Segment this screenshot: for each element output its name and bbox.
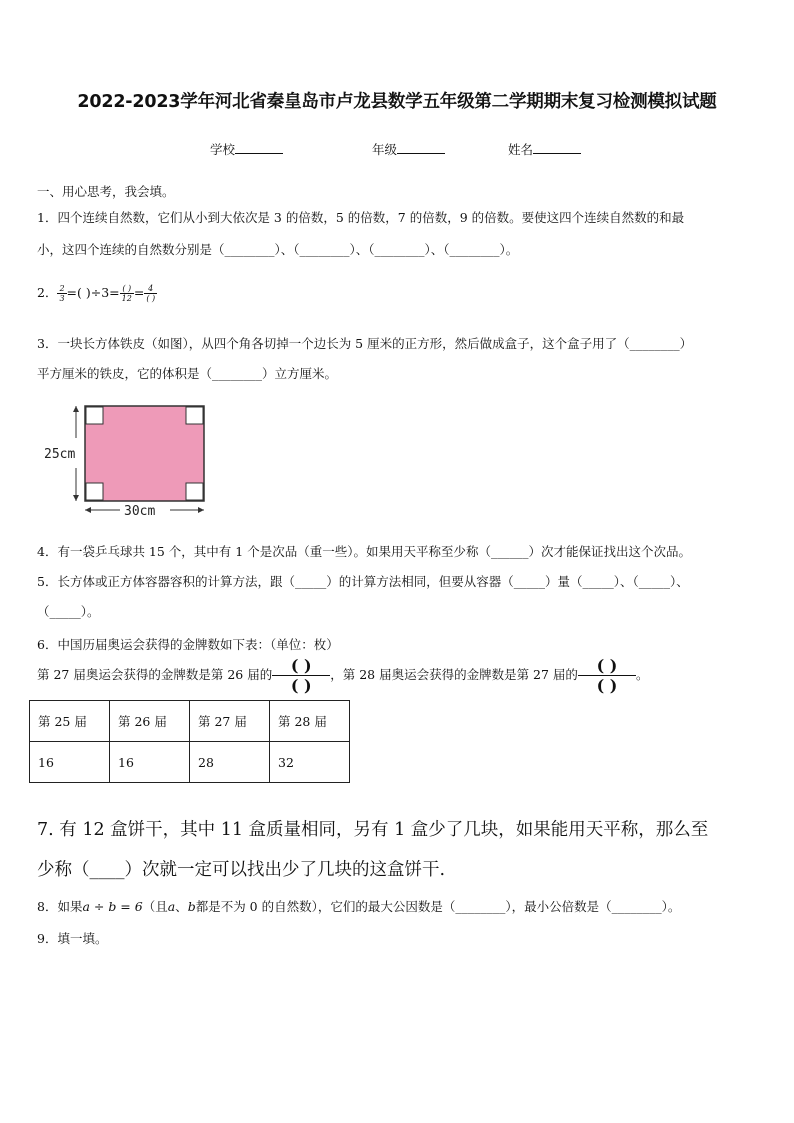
school-field[interactable] <box>210 140 283 158</box>
table-cell: 16 <box>110 742 190 783</box>
fraction-numerator: ( ) <box>120 284 134 294</box>
corner-square-bottom-right <box>186 483 203 500</box>
question-8-expression: a ÷ b = 6 <box>82 899 143 914</box>
grade-label: 年级 <box>372 142 398 157</box>
question-4: 4．有一袋乒乓球共 15 个，其中有 1 个是次品（重一些）。如果用天平称至少称（______）次才能保证找出这个次品。 <box>37 544 691 559</box>
sheet-diagram <box>40 398 210 523</box>
question-6-line-2 <box>37 657 648 694</box>
page-title: 2022-2023学年河北省秦皇岛市卢龙县数学五年级第二学期期末复习检测模拟试题 <box>77 92 717 112</box>
answer-fraction-2[interactable] <box>578 657 636 694</box>
fraction-four-over-blank <box>144 284 157 303</box>
variable-b: b <box>187 899 196 914</box>
section-heading: 一、用心思考，我会填。 <box>37 184 175 199</box>
table-row <box>30 742 350 783</box>
name-label: 姓名 <box>508 142 534 157</box>
fraction-numerator: 2 <box>59 284 65 293</box>
fraction-denominator-blank: ( ) <box>596 676 618 695</box>
equals-sign: = <box>133 285 145 300</box>
table-cell: 32 <box>270 742 350 783</box>
question-7-line-2: 少称（____）次就一定可以找出少了几块的这盒饼干. <box>37 860 446 880</box>
question-8 <box>37 897 680 915</box>
fraction-denominator: ( ) <box>146 294 156 303</box>
height-label: 25cm <box>44 447 76 462</box>
school-blank[interactable] <box>235 141 283 154</box>
fraction-numerator-blank: ( ) <box>596 656 618 675</box>
fraction-two-thirds <box>57 284 66 303</box>
medal-table <box>29 700 350 783</box>
question-3-line-1: 3．一块长方体铁皮（如图），从四个角各切掉一个边长为 5 厘米的正方形，然后做成盒子，这个盒子用了（________） <box>37 336 693 351</box>
corner-square-top-right <box>186 407 203 424</box>
question-1-line-1: 1．四个连续自然数，它们从小到大依次是 3 的倍数，5 的倍数，7 的倍数，9 的倍数。要使这四个连续自然数的和最 <box>37 210 685 225</box>
table-header-row <box>30 701 350 742</box>
fraction-over-12 <box>120 284 134 303</box>
table-header-cell: 第 25 届 <box>30 701 110 742</box>
fraction-denominator-blank: ( ) <box>290 676 312 695</box>
width-label: 30cm <box>124 504 156 519</box>
question-7-line-1: 7. 有 12 盒饼干，其中 11 盒质量相同，另有 1 盒少了几块，如果能用天平称，那么至 <box>37 820 709 840</box>
fraction-denominator: 12 <box>121 294 132 303</box>
question-6-line-1: 6．中国历届奥运会获得的金牌数如下表：（单位：枚） <box>37 637 339 652</box>
grade-field[interactable] <box>372 140 445 158</box>
school-label: 学校 <box>210 142 236 157</box>
question-8-suffix: 都是不为 0 的自然数），它们的最大公因数是（________），最小公倍数是（________）。 <box>195 899 681 914</box>
question-3-line-2: 平方厘米的铁皮，它的体积是（________）立方厘米。 <box>37 366 338 381</box>
grade-blank[interactable] <box>397 141 445 154</box>
question-2-equation: =( )÷3= <box>66 285 120 300</box>
fraction-denominator: 3 <box>59 294 65 303</box>
question-6-part-2: ，第 28 届奥运会获得的金牌数是第 27 届的 <box>330 667 578 682</box>
table-header-cell: 第 26 届 <box>110 701 190 742</box>
question-8-prefix: 8．如果 <box>37 899 83 914</box>
question-2 <box>37 283 157 303</box>
name-blank[interactable] <box>533 141 581 154</box>
question-6-end: 。 <box>635 667 649 682</box>
question-2-number: 2． <box>37 285 58 300</box>
table-header-cell: 第 27 届 <box>190 701 270 742</box>
table-cell: 16 <box>30 742 110 783</box>
question-9: 9．填一填。 <box>37 931 108 946</box>
arrowhead-right <box>198 507 204 513</box>
variable-a: a <box>167 899 176 914</box>
fraction-numerator-blank: ( ) <box>290 656 312 675</box>
arrowhead-left <box>85 507 91 513</box>
question-5-line-2: （_____）。 <box>37 604 100 619</box>
arrowhead-up <box>73 406 79 412</box>
question-8-mid: （且 <box>142 899 168 914</box>
student-info-row <box>0 140 794 160</box>
fraction-numerator: 4 <box>144 284 157 294</box>
corner-square-bottom-left <box>86 483 103 500</box>
separator: 、 <box>175 899 188 914</box>
answer-fraction-1[interactable] <box>272 657 330 694</box>
arrowhead-down <box>73 495 79 501</box>
question-1-line-2: 小，这四个连续的自然数分别是（________）、（________）、（________）、（________）。 <box>37 242 519 257</box>
table-cell: 28 <box>190 742 270 783</box>
name-field[interactable] <box>508 140 581 158</box>
question-6-part-1: 第 27 届奥运会获得的金牌数是第 26 届的 <box>37 667 273 682</box>
question-5-line-1: 5．长方体或正方体容器容积的计算方法，跟（_____）的计算方法相同，但要从容器（_____）量（_____）、（_____）、 <box>37 574 689 589</box>
corner-square-top-left <box>86 407 103 424</box>
table-header-cell: 第 28 届 <box>270 701 350 742</box>
